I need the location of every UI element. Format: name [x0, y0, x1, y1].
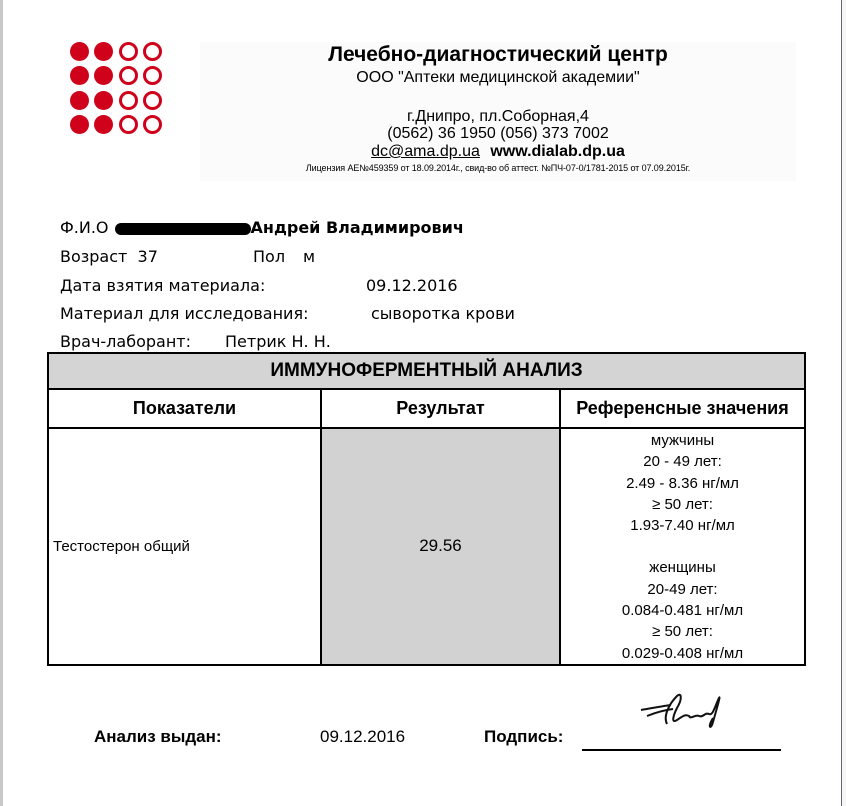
- ref-men-50-value: 1.93-7.40 нг/мл: [630, 517, 735, 535]
- ref-men-20-49-value: 2.49 - 8.36 нг/мл: [626, 474, 739, 492]
- parameter-cell: Тестостерон общий: [48, 428, 321, 665]
- table-title-row: [48, 353, 805, 389]
- organization-header: [200, 42, 796, 181]
- logo-dot: [143, 42, 162, 61]
- logo-dot: [143, 115, 162, 134]
- logo-dot: [119, 66, 138, 85]
- license-text: Лицензия АЕ№459359 от 18.09.2014г., свид-во об аттест. №ПЧ-07-0/1781-2015 от 07.09.2015г.: [305, 163, 691, 173]
- logo-dot: [94, 42, 113, 61]
- redacted-surname: [115, 223, 251, 235]
- ref-women-label: женщины: [649, 559, 716, 577]
- table-title: ИММУНОФЕРМЕНТНЫЙ АНАЛИЗ: [48, 353, 805, 389]
- result-cell: 29.56: [321, 428, 560, 665]
- doctor-value: Петрик Н. Н.: [225, 332, 331, 351]
- doctor-label: Врач-лаборант:: [60, 332, 191, 351]
- fio-label: Ф.И.О: [60, 218, 109, 237]
- ref-women-20-49-label: 20-49 лет:: [647, 580, 718, 598]
- organization-phones: (0562) 36 1950 (056) 373 7002: [387, 125, 609, 142]
- logo-dot: [70, 66, 89, 85]
- issued-date: 09.12.2016: [320, 727, 406, 746]
- sex-value: м: [303, 247, 316, 266]
- age-value: 37: [137, 247, 158, 266]
- ref-men-20-49-label: 20 - 49 лет:: [643, 453, 722, 471]
- page-left-edge: [0, 0, 3, 806]
- logo-dot: [70, 115, 89, 134]
- logo-dot: [119, 91, 138, 110]
- logo-dot: [70, 91, 89, 110]
- ref-men-label: мужчины: [650, 432, 715, 449]
- issued-label: Анализ выдан:: [94, 727, 222, 746]
- ref-women-50-value: 0.029-0.408 нг/мл: [621, 644, 744, 662]
- sex-label: Пол: [253, 247, 286, 266]
- organization-company: ООО "Аптеки медицинской академии": [356, 69, 640, 86]
- sample-date-line: [60, 276, 560, 296]
- reference-cell: [560, 428, 805, 665]
- logo-dot: [94, 115, 113, 134]
- table-row: [48, 428, 805, 665]
- logo-dot: [94, 91, 113, 110]
- logo-dot: [143, 91, 162, 110]
- website-link[interactable]: www.dialab.dp.ua: [490, 143, 625, 160]
- page-right-margin: [842, 0, 846, 806]
- results-table: [47, 352, 806, 666]
- email-link[interactable]: dc@ama.dp.ua: [371, 143, 480, 160]
- doctor-line: [60, 332, 560, 352]
- material-value: сыворотка крови: [371, 304, 515, 323]
- ref-men-50-label: ≥ 50 лет:: [652, 495, 713, 513]
- age-sex-line: [60, 247, 316, 267]
- column-header-result: Результат: [321, 389, 560, 428]
- logo-dot: [119, 42, 138, 61]
- logo-dot: [94, 66, 113, 85]
- sample-date-label: Дата взятия материала:: [60, 276, 266, 295]
- signature-icon: [633, 688, 733, 736]
- sample-date-value: 09.12.2016: [366, 276, 458, 295]
- column-header-reference: Референсные значения: [560, 389, 805, 428]
- clinic-logo-icon: [70, 42, 166, 138]
- column-header-parameter: Показатели: [48, 389, 321, 428]
- logo-dot: [143, 66, 162, 85]
- logo-dot: [119, 115, 138, 134]
- patient-name-line: [60, 218, 464, 238]
- organization-name: Лечебно-диагностический центр: [328, 43, 668, 66]
- signature-label: Подпись:: [484, 727, 564, 746]
- table-header-row: [48, 389, 805, 428]
- material-line: [60, 304, 560, 324]
- fio-value: Андрей Владимирович: [250, 218, 464, 237]
- ref-spacer: [561, 536, 804, 557]
- age-label: Возраст: [60, 247, 128, 266]
- logo-dot: [70, 42, 89, 61]
- signature-line: [582, 749, 781, 751]
- organization-address: г.Днипро, пл.Соборная,4: [407, 108, 589, 125]
- organization-contacts: [200, 143, 796, 161]
- material-label: Материал для исследования:: [60, 304, 309, 323]
- ref-women-50-label: ≥ 50 лет:: [652, 623, 713, 641]
- ref-women-20-49-value: 0.084-0.481 нг/мл: [621, 602, 744, 620]
